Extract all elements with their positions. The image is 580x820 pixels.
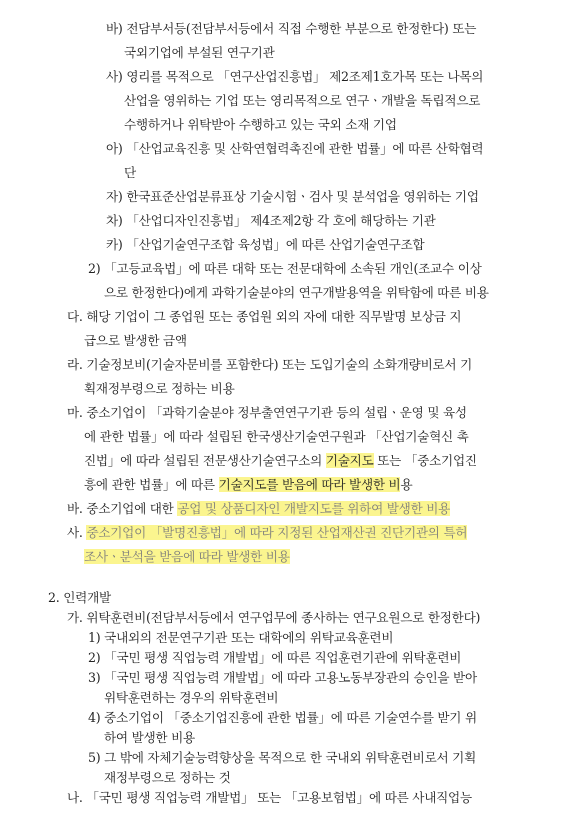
text-segment: 또는 「중소기업진 <box>373 453 477 468</box>
item-a-line-2: 단 <box>124 165 136 180</box>
text-segment: 사. <box>67 525 87 540</box>
item-ba-line-2: 국외기업에 부설된 연구기관 <box>124 45 275 60</box>
item-ma-line-3 <box>84 453 477 469</box>
item-3-line-2: 위탁훈련하는 경우의 위탁훈련비 <box>104 690 279 705</box>
item-da-line-1: 다. 해당 기업이 그 종업원 또는 종업원 외의 자에 대한 직무발명 보상금 지 <box>67 309 462 324</box>
item-2-line-1: 2) 「고등교육법」에 따른 대학 또는 전문대학에 소속된 개인(조교수 이상 <box>88 261 482 276</box>
item-ja-line: 자) 한국표준산업분류표상 기술시험ㆍ검사 및 분석업을 영위하는 기업 <box>106 189 479 204</box>
item-da-line-2: 급으로 발생한 금액 <box>84 333 187 348</box>
highlighted-text: 중소기업이 「발명진흥법」에 따라 지정된 산업재산권 진단기관의 특허 <box>86 525 468 540</box>
item-5-line-2: 재정부령으로 정하는 것 <box>104 770 231 785</box>
item-4-line-2: 하여 발생한 비용 <box>104 730 195 745</box>
item-2-line-2: 으로 한정한다)에게 과학기술분야의 연구개발용역을 위탁함에 따른 비용 <box>104 285 489 300</box>
highlighted-text: 공업 및 상품디자인 개발지도를 위하여 발생한 비용 <box>177 501 451 516</box>
item-cha-line: 차) 「산업디자인진흥법」 제4조제2항 각 호에 해당하는 기관 <box>106 213 436 228</box>
text-segment: 용 <box>400 477 413 492</box>
item-sa2-line-1 <box>67 525 467 541</box>
item-sa-line-1: 사) 영리를 목적으로 「연구산업진흥법」 제2조제1호가목 또는 나목의 <box>106 69 484 84</box>
item-ma-line-2: 에 관한 법률」에 따라 설립된 한국생산기술연구원과 「산업기술혁신 촉 <box>84 429 469 444</box>
item-4-line-1: 4) 중소기업이 「중소기업진흥에 관한 법률」에 따른 기술연수를 받기 위 <box>88 710 477 725</box>
item-sa2-line-2 <box>84 549 290 565</box>
item-sa-line-2: 산업을 영위하는 기업 또는 영리목적으로 연구ㆍ개발을 독립적으로 <box>124 93 481 108</box>
text-segment: 바. 중소기업에 대한 <box>67 501 178 516</box>
item-2b-line: 2) 「국민 평생 직업능력 개발법」에 따른 직업훈련기관에 위탁훈련비 <box>88 650 462 665</box>
highlighted-text: 기술지도를 받음에 따라 발생한 비 <box>218 477 401 492</box>
item-ma-line-1: 마. 중소기업이 「과학기술분야 정부출연연구기관 등의 설립ㆍ운영 및 육성 <box>67 405 467 420</box>
item-a-line-1: 아) 「산업교육진흥 및 산학연협력촉진에 관한 법률」에 따른 산학협력 <box>106 141 484 156</box>
item-1-line: 1) 국내외의 전문연구기관 또는 대학에의 위탁교육훈련비 <box>88 630 394 645</box>
item-ra-line-1: 라. 기술정보비(기술자문비를 포함한다) 또는 도입기술의 소화개량비로서 기 <box>67 357 472 372</box>
item-ma-line-4 <box>84 477 412 493</box>
highlighted-text: 기술지도 <box>325 453 374 468</box>
item-3-line-1: 3) 「국민 평생 직업능력 개발법」에 따라 고용노동부장관의 승인을 받아 <box>88 670 477 685</box>
text-segment: 흥에 관한 법률」에 따른 <box>84 477 219 492</box>
item-ba-line-1: 바) 전담부서등(전담부서등에서 직접 수행한 부분으로 한정한다) 또는 <box>106 21 477 36</box>
item-5-line-1: 5) 그 밖에 자체기술능력향상을 목적으로 한 국내외 위탁훈련비로서 기획 <box>88 750 477 765</box>
text-segment: 진법」에 따라 설립된 전문생산기술연구소의 <box>84 453 326 468</box>
item-sa-line-3: 수행하거나 위탁받아 수행하고 있는 국외 소재 기업 <box>124 117 397 132</box>
highlighted-text: 조사ㆍ분석을 받음에 따라 발생한 비용 <box>84 549 290 564</box>
item-ga-line: 가. 위탁훈련비(전담부서등에서 연구업무에 종사하는 연구요원으로 한정한다) <box>67 610 481 625</box>
item-ba2-line <box>67 501 450 517</box>
section-heading: 2. 인력개발 <box>48 590 111 605</box>
item-na-line: 나. 「국민 평생 직업능력 개발법」 또는 「고용보험법」에 따른 사내직업능 <box>67 790 472 805</box>
item-ra-line-2: 획재정부령으로 정하는 비용 <box>84 381 235 396</box>
item-ka-line: 카) 「산업기술연구조합 육성법」에 따른 산업기술연구조합 <box>106 237 425 252</box>
